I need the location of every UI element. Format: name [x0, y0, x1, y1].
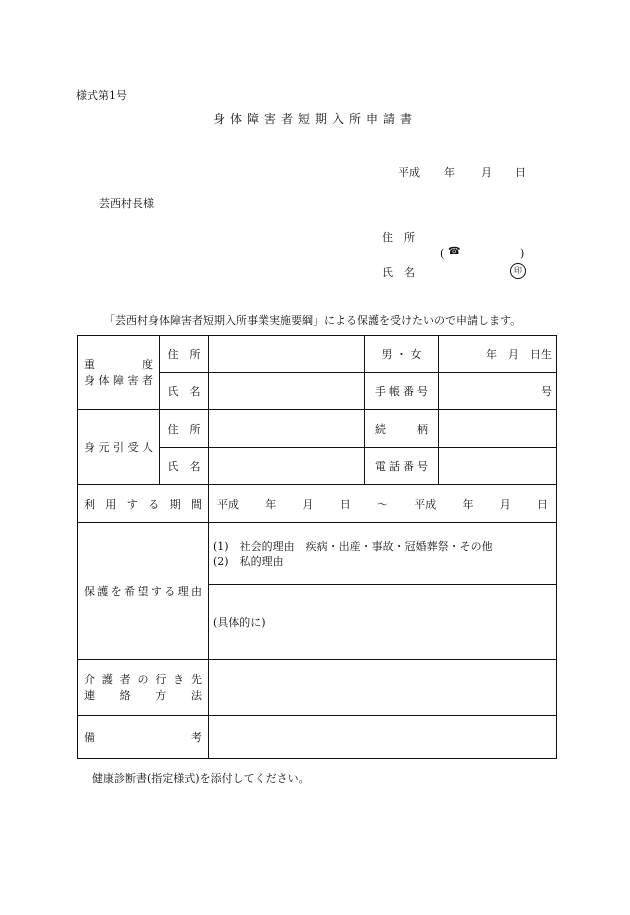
caregiver-contact-label: [78, 660, 209, 716]
usage-period-field[interactable]: [209, 485, 557, 523]
period-from-day: 日: [339, 497, 351, 511]
table-row: [78, 336, 557, 373]
reason-options: [209, 523, 557, 585]
seal-mark: 印: [510, 263, 526, 279]
phone-number-label: 電話番号: [365, 448, 439, 485]
period-to-month: 月: [499, 497, 511, 511]
table-row: [78, 660, 557, 716]
usage-period-label: 利用する期間: [78, 485, 209, 523]
phone-close-paren: ): [520, 247, 525, 260]
guardian-name-field[interactable]: [209, 448, 365, 485]
period-from-month: 月: [302, 497, 314, 511]
disabled-person-header-line1: 重 度: [84, 357, 153, 371]
caregiver-contact-line1: 介護者の行き先: [84, 672, 202, 686]
phone-number-field[interactable]: [439, 448, 557, 485]
applicant-name-label: 氏 名: [382, 266, 415, 279]
period-to-era: 平成: [414, 497, 437, 511]
name-field[interactable]: [209, 373, 365, 410]
form-number: 様式第1号: [76, 89, 127, 102]
reason-option-social[interactable]: (1) 社会的理由 疾病・出産・事故・冠婚葬祭・その他: [213, 539, 493, 553]
telephone-icon: ☎: [448, 246, 461, 257]
document-title: 身体障害者短期入所申請書: [212, 112, 417, 126]
handbook-number-label: 手帳番号: [365, 373, 439, 410]
intro-text: 「芸西村身体障害者短期入所事業実施要綱」による保護を受けたいので申請します。: [104, 314, 522, 327]
relationship-field[interactable]: [439, 410, 557, 448]
address-label: 住 所: [160, 336, 209, 373]
caregiver-contact-field[interactable]: [209, 660, 557, 716]
address-field[interactable]: [209, 336, 365, 373]
period-to-day: 日: [537, 497, 548, 511]
guardian-name-label: 氏 名: [160, 448, 209, 485]
table-row: [78, 716, 557, 759]
caregiver-contact-line2: 連絡方法: [84, 688, 202, 702]
addressee: 芸西村長様: [99, 197, 154, 210]
relationship-label: 続 柄: [365, 410, 439, 448]
disabled-person-header-line2: 身体障害者: [84, 373, 153, 387]
handbook-number-field[interactable]: 号: [439, 373, 557, 410]
applicant-address-label: 住 所: [382, 231, 415, 244]
attachment-note: 健康診断書(指定様式)を添付してください。: [92, 772, 310, 785]
table-row: [78, 410, 557, 448]
guardian-address-label: 住 所: [160, 410, 209, 448]
period-to-year: 年: [462, 497, 474, 511]
date-day: 日: [515, 166, 526, 179]
reason-option-private[interactable]: (2) 私的理由: [213, 554, 284, 568]
guardian-header: 身元引受人: [78, 410, 160, 485]
name-label: 氏 名: [160, 373, 209, 410]
period-tilde: ～: [377, 497, 388, 511]
reason-detail-field[interactable]: (具体的に): [209, 585, 557, 660]
table-row: [78, 523, 557, 585]
period-from-era: 平成: [217, 497, 239, 511]
guardian-address-field[interactable]: [209, 410, 365, 448]
disabled-person-header: [78, 336, 160, 410]
remarks-label: 備考: [78, 716, 209, 759]
date-month: 月: [481, 166, 492, 179]
birth-date-field[interactable]: 年 月 日生: [439, 336, 557, 373]
date-era: 平成: [398, 166, 420, 179]
reason-label: 保護を希望する理由: [78, 523, 209, 660]
remarks-field[interactable]: [209, 716, 557, 759]
date-year: 年: [444, 166, 455, 179]
application-table: [77, 335, 557, 759]
phone-open-paren: (: [440, 247, 445, 260]
table-row: [78, 485, 557, 523]
sex-label: 男 ・ 女: [365, 336, 439, 373]
period-from-year: 年: [265, 497, 277, 511]
